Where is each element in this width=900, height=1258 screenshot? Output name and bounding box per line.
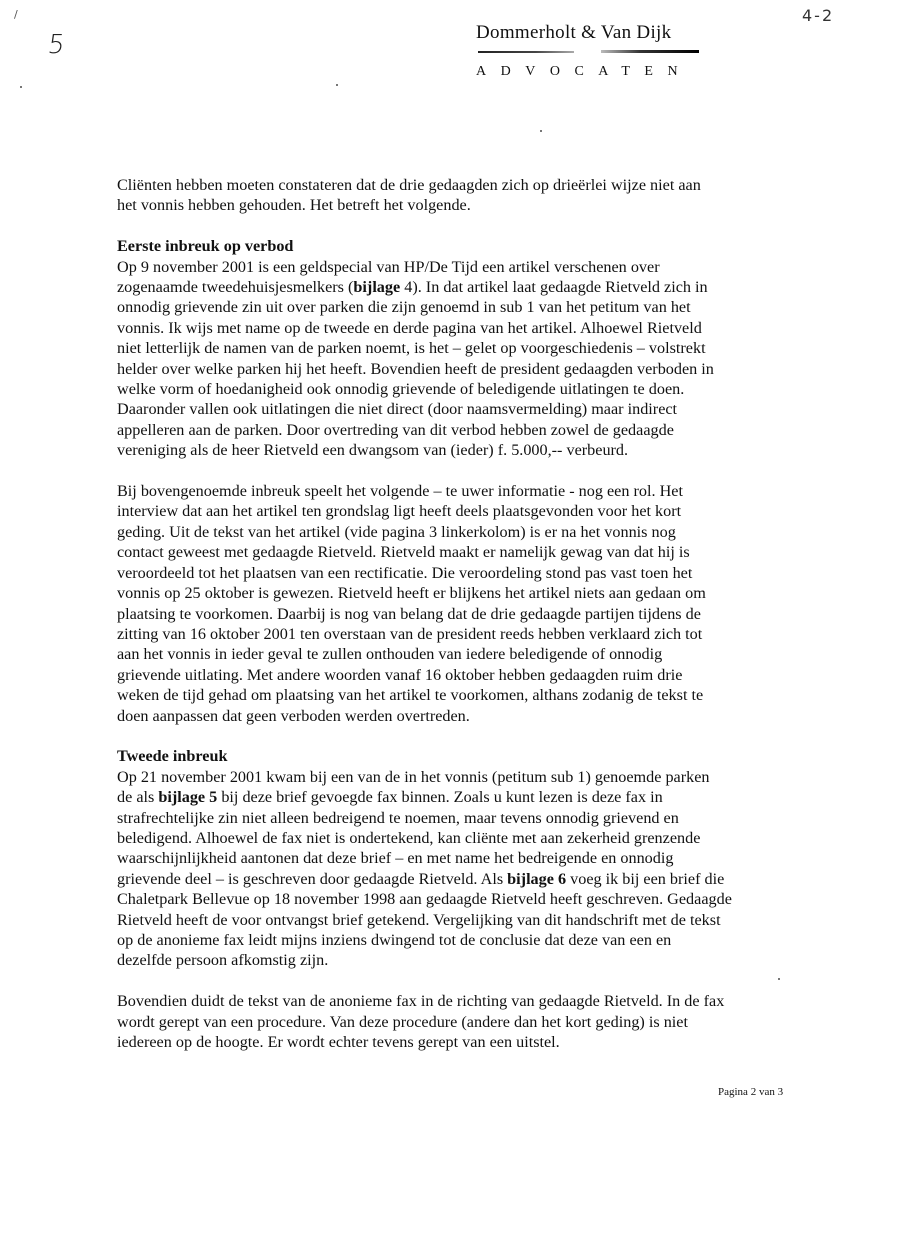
text-line: contact geweest met gedaagde Rietveld. Rietveld maakt er namelijk gewag van dat hij is <box>117 543 690 562</box>
text-line: geding. Uit de tekst van het artikel (vide pagina 3 linkerkolom) is er na het vonnis nog <box>117 522 676 541</box>
text-line: Daaronder vallen ook uitlatingen die niet direct (door naamsvermelding) maar indirect <box>117 400 678 419</box>
handwritten-page-number: 5 <box>45 30 67 60</box>
scan-speck <box>336 84 338 86</box>
first-breach-paragraph <box>117 257 797 461</box>
text-line: strafrechtelijke zin niet alleen bedreigend te noemen, maar tevens onnodig grievend en <box>117 808 679 827</box>
section-heading-first-breach: Eerste inbreuk op verbod <box>117 237 294 256</box>
text-run: voeg ik bij een brief die <box>566 869 725 888</box>
text-line: welke vorm of hoedanigheid ook onnodig grievende of beledigende uitlatingen te doen. <box>117 380 685 399</box>
text-line: vereniging als de heer Rietveld een dwangsom van (ieder) f. 5.000,-- verbeurd. <box>117 441 629 460</box>
text-line: grievende uitlating. Met andere woorden vanaf 16 oktober hebben gedaagden ruim drie <box>117 665 683 684</box>
text-line <box>117 277 797 297</box>
text-line: wordt gerept van een procedure. Van deze procedure (andere dan het kort geding) is niet <box>117 1012 688 1031</box>
text-run: de als <box>117 788 159 807</box>
text-line: aan het vonnis in ieder geval te zullen onthouden van iedere beledigende of onnodig <box>117 645 663 664</box>
letterhead-rule-right <box>601 50 699 53</box>
text-line: Op 9 november 2001 is een geldspecial van HP/De Tijd een artikel verschenen over <box>117 257 660 276</box>
letterhead <box>476 22 700 80</box>
text-line <box>117 787 797 807</box>
text-line: iedereen op de hoogte. Er wordt echter tevens gerept van een uitstel. <box>117 1033 560 1051</box>
text-line: Bij bovengenoemde inbreuk speelt het volgende – te uwer informatie - nog een rol. Het <box>117 482 683 501</box>
text-line: het vonnis hebben gehouden. Het betreft het volgende. <box>117 196 471 215</box>
text-line: vonnis op 25 oktober is gewezen. Rietveld heeft er blijkens het artikel niets aan gedaan om <box>117 584 706 603</box>
firm-subtitle: ADVOCATEN <box>476 64 693 79</box>
scan-speck <box>20 86 22 88</box>
text-line: plaatsing te voorkomen. Daarbij is nog van belang dat de drie gedaagde partijen tijdens de <box>117 604 701 623</box>
text-line: doen aanpassen dat geen verboden werden overtreden. <box>117 706 470 725</box>
page-footer-number: Pagina 2 van 3 <box>718 1086 784 1098</box>
letterhead-rule-left <box>478 51 574 53</box>
text-line: Chaletpark Bellevue op 18 november 1998 aan gedaagde Rietveld heeft geschreven. Gedaagde <box>117 890 732 909</box>
firm-name: Dommerholt & Van Dijk <box>476 22 672 43</box>
letterhead-rule <box>476 48 700 58</box>
second-breach-context-paragraph <box>117 991 797 1052</box>
second-breach-paragraph <box>117 767 797 971</box>
annex-reference: bijlage 6 <box>507 869 567 888</box>
text-line: helder over welke parken hij het heeft. Bovendien heeft de president gedaagden verboden in <box>117 359 714 378</box>
annex-reference: bijlage 5 <box>158 788 218 807</box>
text-line: vonnis. Ik wijs met name op de tweede en derde pagina van het artikel. Alhoewel Rietveld <box>117 318 702 337</box>
text-line <box>117 869 797 889</box>
text-line: Cliënten hebben moeten constateren dat de drie gedaagden zich op drieërlei wijze niet aan <box>117 176 701 194</box>
text-line: dezelfde persoon afkomstig zijn. <box>117 951 329 970</box>
text-run: zogenaamde tweedehuisjesmelkers ( <box>117 278 354 297</box>
intro-paragraph <box>117 175 797 216</box>
annex-reference: bijlage <box>353 278 401 297</box>
text-line: beledigend. Alhoewel de fax niet is ondertekend, kan cliënte met aan zekerheid grenzende <box>117 828 701 847</box>
text-line: Op 21 november 2001 kwam bij een van de in het vonnis (petitum sub 1) genoemde parken <box>117 767 710 786</box>
text-line: Rietveld heeft de voor ontvangst brief getekend. Vergelijking van dit handschrift met de tekst <box>117 910 721 929</box>
fax-page-mark: 4-2 <box>802 6 835 25</box>
text-run: 4). In dat artikel laat gedaagde Rietveld zich in <box>400 278 708 297</box>
first-breach-context-paragraph <box>117 481 797 726</box>
text-line: niet letterlijk de namen van de parken noemt, is het – gelet op voorgeschiedenis – volstrekt <box>117 339 706 358</box>
text-line: onnodig grievende zin uit over parken die zijn genoemd in sub 1 van het petitum van het <box>117 298 691 317</box>
scan-speck <box>540 130 542 132</box>
letter-body <box>117 175 797 1073</box>
text-line: interview dat aan het artikel ten grondslag ligt heeft deels plaatsgevonden voor het kort <box>117 502 682 521</box>
text-line: weken de tijd gehad om plaatsing van het artikel te voorkomen, althans zodanig de tekst te <box>117 686 704 705</box>
text-line: Bovendien duidt de tekst van de anonieme fax in de richting van gedaagde Rietveld. In de fax <box>117 992 725 1011</box>
scan-corner-mark: / <box>14 8 18 21</box>
text-line: waarschijnlijkheid aantonen dat deze brief – en met name het bedreigende en onnodig <box>117 849 674 868</box>
text-run: grievende deel – is geschreven door gedaagde Rietveld. Als <box>117 869 508 888</box>
text-line: zitting van 16 oktober 2001 ten overstaan van de president reeds hebben verklaard zich tot <box>117 624 703 643</box>
text-line: veroordeeld tot het plaatsen van een rectificatie. Die veroordeling stond pas vast toen het <box>117 563 693 582</box>
section-heading-second-breach: Tweede inbreuk <box>117 747 228 766</box>
text-line: op de anonieme fax leidt mijns inziens dwingend tot de conclusie dat deze van een en <box>117 930 672 949</box>
text-run: bij deze brief gevoegde fax binnen. Zoals u kunt lezen is deze fax in <box>217 788 663 807</box>
text-line: appelleren aan de parken. Door overtreding van dit verbod hebben zowel de gedaagde <box>117 420 674 439</box>
